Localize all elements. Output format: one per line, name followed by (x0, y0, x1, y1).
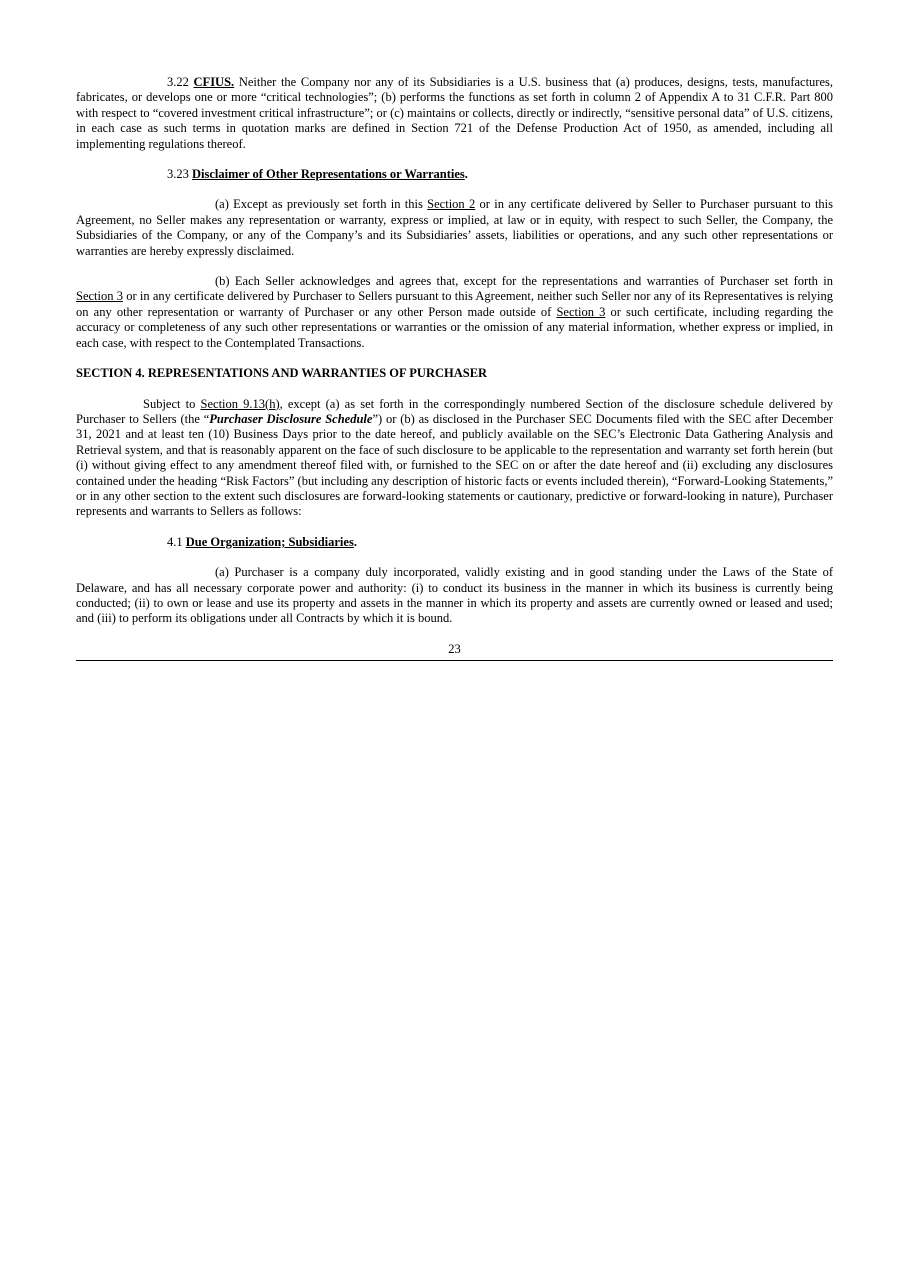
clause-body: or in any certificate delivered by Purchaser to Sellers pursuant to this Agreement, neither such Seller nor any of its Representatives is relying on any other representation or warranty of Purchaser or any other Person made outside of (76, 289, 833, 319)
defined-term-purchaser-disclosure-schedule: Purchaser Disclosure Schedule (209, 411, 373, 426)
section-3-reference: Section 3 (76, 289, 123, 304)
paragraph-3-23-b (76, 274, 833, 351)
paragraph-4-1-heading (76, 535, 833, 550)
section-9-13-h-reference: Section 9.13(h) (200, 396, 280, 411)
clause-body: or in any certificate delivered by Seller to Purchaser pursuant to this Agreement, no Seller makes any representation or warranty, express or implied, at law or in equity, with respect to such Seller, the Company, the Subsidiaries of the Company, or any of the Company’s and its Subsidiaries’ assets, liabilities or operations, and any such other representations or warranties are hereby expressly disclaimed. (76, 197, 834, 258)
clause-number: 3.22 (167, 75, 194, 89)
page-footer (76, 642, 833, 661)
paragraph-section-4-lead-in (76, 397, 833, 520)
paragraph-container (76, 75, 833, 627)
clause-body: ”) or (b) as disclosed in the Purchaser SEC Documents filed with the SEC after December 31, 2021 and at least ten (10) Business Days prior to the date hereof, and publicly available on the SEC’s Electronic Data Gathering Analysis and Retrieval system, and that is reasonably apparent on the face of such disclosure to be applicable to the representation and warranty set forth herein (but (i) without giving effect to any amendment thereof filed with, or furnished to the SEC on or after the date hereof and (ii) excluding any disclosures contained under the heading “Risk Factors” (but including any description of historic facts or events included therein), “Forward-Looking Statements,” or in any other section to the extent such disclosures are forward-looking statements or cautionary, predictive or forward-looking in nature), Purchaser represents and warrants to Sellers as follows: (76, 411, 833, 519)
clause-body: , except (a) as set forth in the correspondingly numbered Section of the disclosure schedule delivered by Purchaser to Sellers (the “ (76, 396, 833, 426)
section-3-reference: Section 3 (556, 304, 606, 319)
page-footer-rule (76, 660, 833, 661)
clause-body: (a) Purchaser is a company duly incorporated, validly existing and in good standing under the Laws of the State of Delaware, and has all necessary corporate power and authority: (i) to conduct its business in the manner in which its business is currently being conducted; (ii) to own or lease and use its property and assets in the manner in which its property and assets are currently owned or leased and used; and (iii) to perform its obligations under all Contracts by which it is bound. (76, 565, 833, 626)
clause-body: Neither the Company nor any of its Subsidiaries is a U.S. business that (a) produces, designs, tests, manufactures, fabricates, or develops one or more “critical technologies”; (b) performs the functions as set forth in column 2 of Appendix A to 31 C.F.R. Part 800 with respect to “covered investment critical infrastructure”; or (c) maintains or collects, directly or indirectly, “sensitive personal data” of U.S. citizens, in each case as such terms in quotation marks are defined in Section 721 of the Defense Production Act of 1950, as amended, including all implementing regulations thereof. (76, 75, 833, 151)
clause-heading-period: . (464, 167, 468, 182)
page-number: 23 (448, 641, 461, 656)
clause-body: (b) Each Seller acknowledges and agrees that, except for the representations and warranties of Purchaser set forth in (215, 274, 833, 289)
paragraph-3-22-cfius (76, 75, 833, 152)
paragraph-section-4-heading (76, 366, 833, 381)
paragraph-3-23-a (76, 197, 833, 259)
clause-number: 4.1 (167, 534, 186, 549)
clause-heading-cfius: CFIUS. (193, 75, 235, 89)
section-4-heading: SECTION 4. REPRESENTATIONS AND WARRANTIES OF PURCHASER (76, 366, 488, 381)
paragraph-3-23-heading (76, 167, 833, 182)
clause-body: Subject to (143, 396, 201, 411)
clause-heading-disclaimer: Disclaimer of Other Representations or Warranties (192, 167, 465, 182)
clause-heading-due-organization: Due Organization; Subsidiaries (185, 534, 354, 549)
clause-body: or such certificate, including regarding the accuracy or completeness of any such other representations or warranties or the omission of any material information, whether express or implied, in each case, with respect to the Contemplated Transactions. (76, 304, 834, 350)
clause-heading-period: . (353, 534, 357, 549)
clause-body: (a) Except as previously set forth in this (215, 197, 428, 212)
document-content (76, 75, 833, 661)
clause-number: 3.23 (167, 167, 192, 182)
paragraph-4-1-a (76, 565, 833, 627)
section-2-reference: Section 2 (427, 197, 476, 212)
